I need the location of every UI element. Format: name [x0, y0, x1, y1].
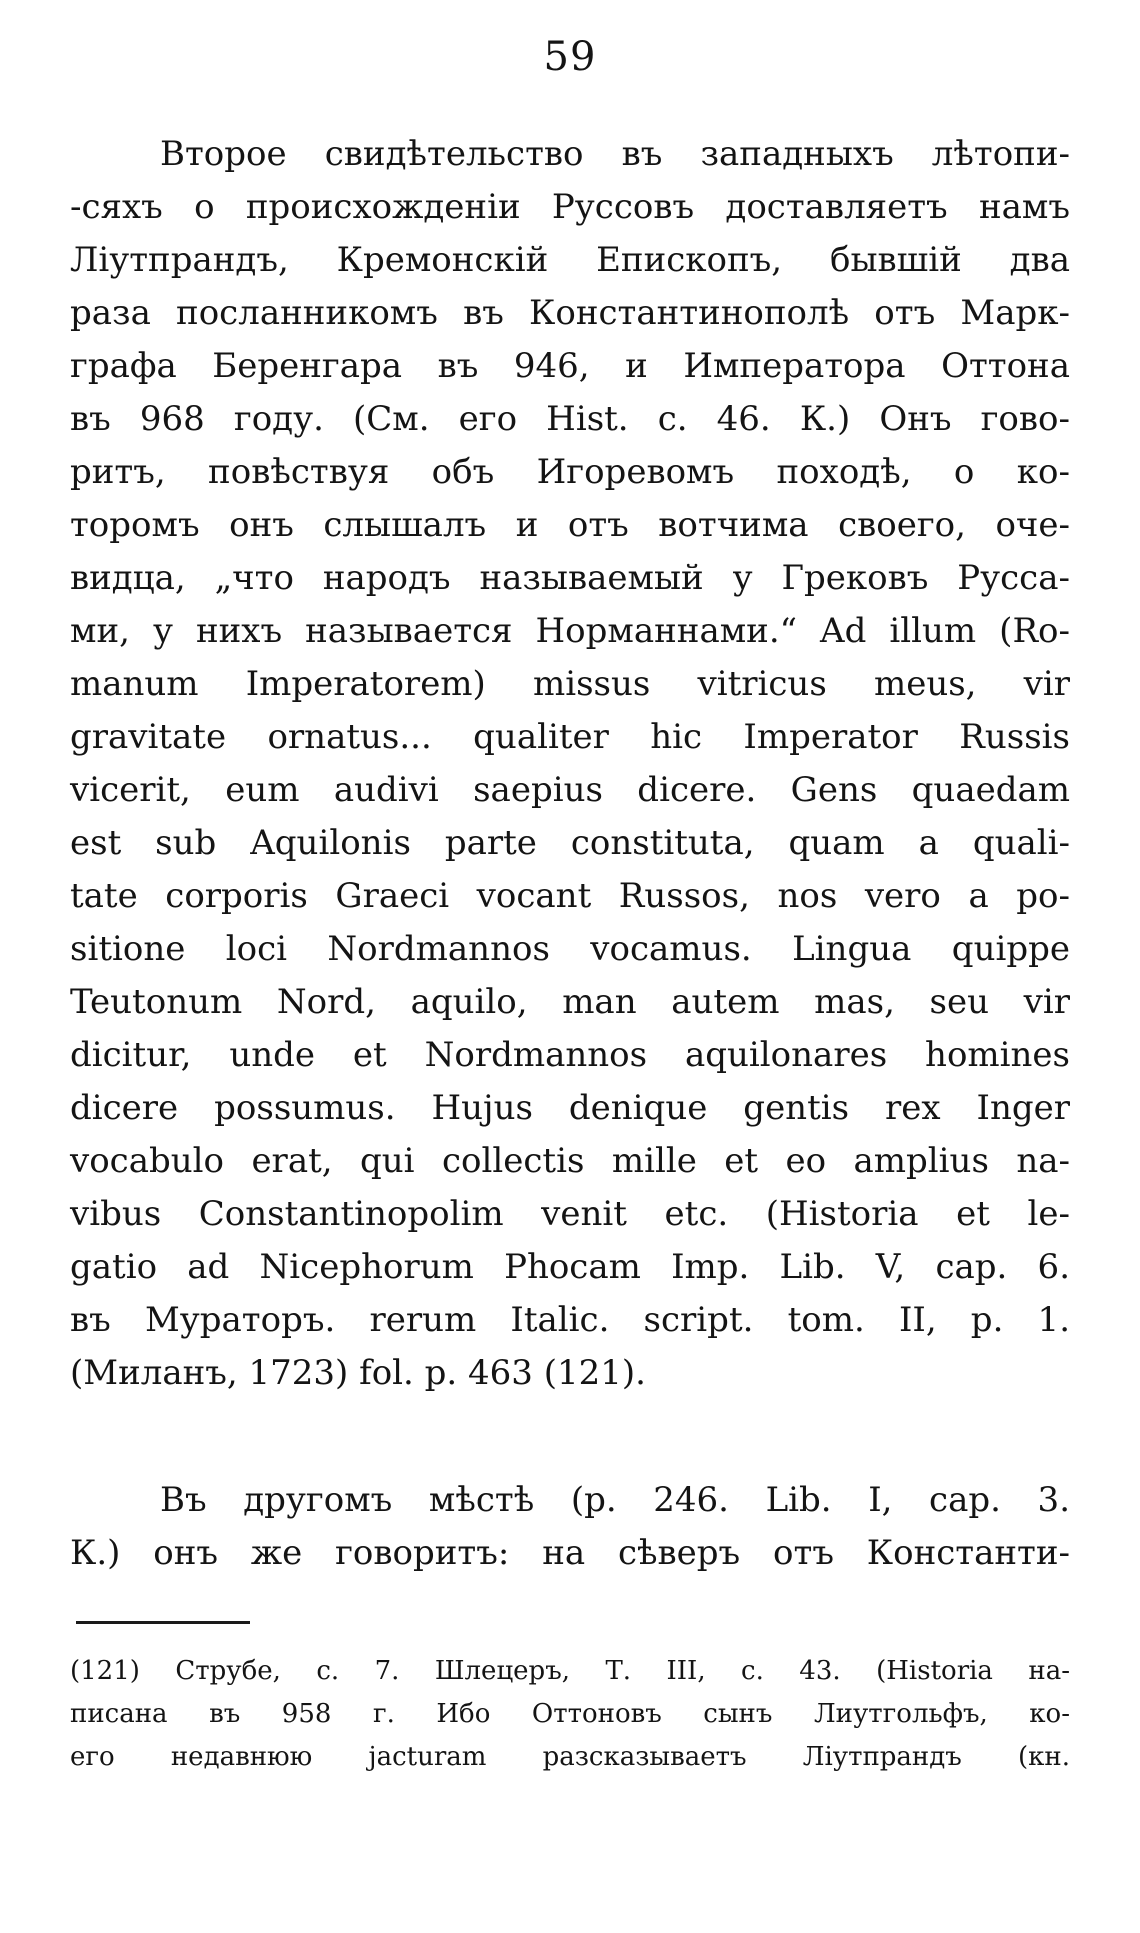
text-line: tate corporis Graeci vocant Russos, nos vero a po- — [70, 876, 1070, 916]
text-line: Ліутпрандъ, Кремонскій Епископъ, бывшій два — [70, 240, 1070, 280]
text-line: въ 968 году. (См. его Hist. c. 46. К.) Онъ гово- — [70, 399, 1070, 439]
text-line: Второе свидѣтельство въ западныхъ лѣтопи- — [160, 134, 1070, 174]
text-line: торомъ онъ слышалъ и отъ вотчима своего, оче- — [70, 505, 1070, 545]
text-line: К.) онъ же говоритъ: на сѣверъ отъ Константи- — [70, 1533, 1070, 1573]
text-line: Teutonum Nord, aquilo, man autem mas, seu vir — [70, 982, 1070, 1022]
text-line: -сяхъ о происхожденіи Руссовъ доставляетъ намъ — [70, 187, 1070, 227]
footnote-rule — [76, 1621, 250, 1624]
text-line: ми, у нихъ называется Норманнами.“ Ad illum (Ro- — [70, 611, 1070, 651]
footnote — [70, 1650, 1070, 1779]
text-line: раза посланникомъ въ Константинополѣ отъ Марк- — [70, 293, 1070, 333]
text-line: est sub Aquilonis parte constituta, quam a quali- — [70, 823, 1070, 863]
text-line: vibus Constantinopolim venit etc. (Historia et le- — [70, 1194, 1070, 1234]
text-line: въ Мураторъ. rerum Italic. script. tom. II, p. 1. — [70, 1300, 1070, 1340]
text-line: Въ другомъ мѣстѣ (р. 246. Lib. I, cap. 3. — [160, 1480, 1070, 1520]
text-line: dicere possumus. Hujus denique gentis rex Inger — [70, 1088, 1070, 1128]
text-line: (Миланъ, 1723) fol. p. 463 (121). — [70, 1353, 646, 1393]
text-line: gravitate ornatus... qualiter hic Imperator Russis — [70, 717, 1070, 757]
footnote-line: писана въ 958 г. Ибо Оттоновъ сынъ Лиутгольфъ, ко- — [70, 1699, 1070, 1729]
text-line: manum Imperatorem) missus vitricus meus, vir — [70, 664, 1070, 704]
text-line: sitione loci Nordmannos vocamus. Lingua quippe — [70, 929, 1070, 969]
footnote-line: (121) Струбе, с. 7. Шлецеръ, Т. III, с. 43. (Historia на- — [70, 1656, 1070, 1686]
page-number: 59 — [543, 34, 597, 80]
text-line: gatio ad Nicephorum Phocam Imp. Lib. V, cap. 6. — [70, 1247, 1070, 1287]
text-line: vocabulo erat, qui collectis mille et eo amplius na- — [70, 1141, 1070, 1181]
text-line: dicitur, unde et Nordmannos aquilonares homines — [70, 1035, 1070, 1075]
text-line: графа Беренгара въ 946, и Императора Оттона — [70, 346, 1070, 386]
paragraph-1 — [70, 128, 1070, 1400]
text-line: vicerit, eum audivi saepius dicere. Gens quaedam — [70, 770, 1070, 810]
footnote-line: его недавнюю jacturam разсказываетъ Ліутпрандъ (кн. — [70, 1742, 1070, 1772]
paragraph-2 — [70, 1474, 1070, 1580]
text-line: видца, „что народъ называемый у Грековъ Русса- — [70, 558, 1070, 598]
text-line: ритъ, повѣствуя объ Игоревомъ походѣ, о ко- — [70, 452, 1070, 492]
